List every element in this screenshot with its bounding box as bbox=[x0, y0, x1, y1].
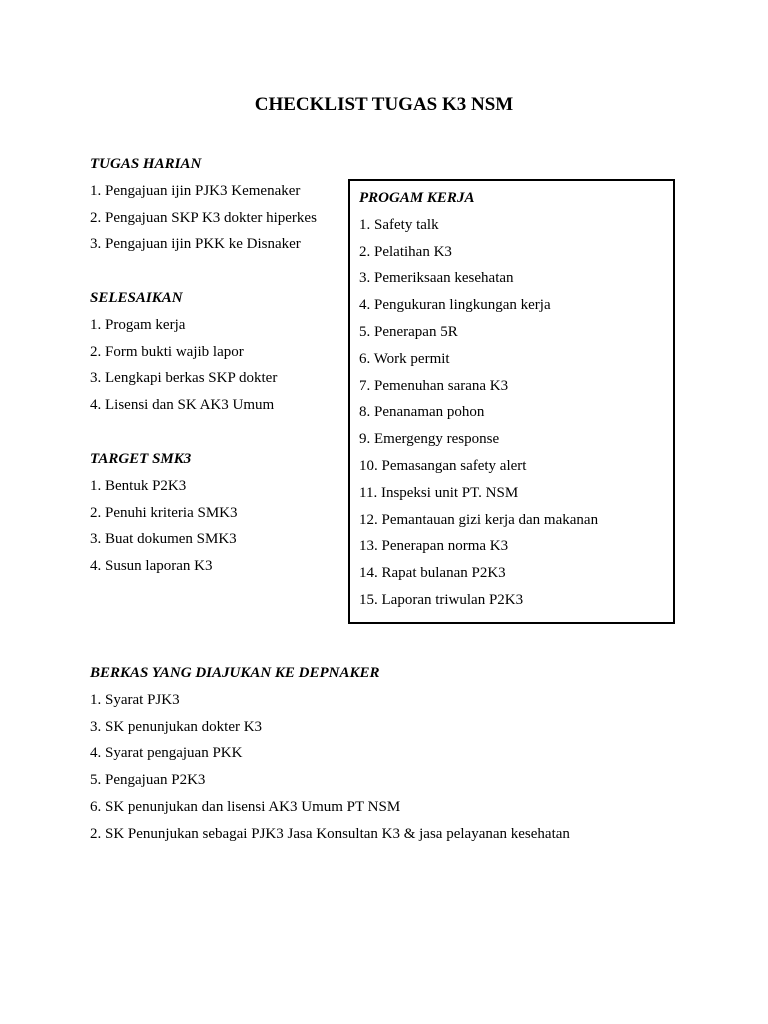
list-item: 1. Bentuk P2K3 bbox=[90, 477, 187, 494]
list-item: 1. Syarat PJK3 bbox=[90, 691, 180, 708]
list-item: 1. Progam kerja bbox=[90, 316, 186, 333]
list-item: 9. Emergengy response bbox=[359, 431, 500, 448]
page-title: CHECKLIST TUGAS K3 NSM bbox=[254, 94, 514, 115]
list-target-smk3 bbox=[90, 473, 340, 580]
list-item: 15. Laporan triwulan P2K3 bbox=[359, 591, 524, 608]
list-item: 3. Pemeriksaan kesehatan bbox=[359, 270, 514, 287]
section-heading-progam-kerja: PROGAM KERJA bbox=[359, 190, 475, 206]
list-item: 1. Pengajuan ijin PJK3 Kemenaker bbox=[90, 182, 301, 199]
section-selesaikan bbox=[90, 285, 340, 419]
list-item: 7. Pemenuhan sarana K3 bbox=[359, 377, 509, 394]
list-progam-kerja bbox=[359, 212, 669, 614]
list-item: 6. SK penunjukan dan lisensi AK3 Umum PT NSM bbox=[90, 798, 401, 815]
list-item: 5. Penerapan 5R bbox=[359, 323, 458, 340]
list-item: 3. Lengkapi berkas SKP dokter bbox=[90, 370, 278, 387]
list-item: 14. Rapat bulanan P2K3 bbox=[359, 565, 506, 582]
list-item: 4. Syarat pengajuan PKK bbox=[90, 745, 243, 762]
list-item: 4. Lisensi dan SK AK3 Umum bbox=[90, 397, 275, 414]
list-tugas-harian bbox=[90, 178, 340, 258]
section-heading-berkas-depnaker: BERKAS YANG DIAJUKAN KE DEPNAKER bbox=[90, 665, 380, 681]
list-item: 2. Pelatihan K3 bbox=[359, 243, 452, 260]
section-progam-kerja bbox=[359, 185, 669, 614]
list-item: 11. Inspeksi unit PT. NSM bbox=[359, 484, 519, 501]
progam-kerja-box bbox=[348, 179, 675, 624]
list-item: 13. Penerapan norma K3 bbox=[359, 538, 509, 555]
list-item: 2. SK Penunjukan sebagai PJK3 Jasa Konsultan K3 & jasa pelayanan kesehatan bbox=[90, 825, 570, 842]
section-heading-tugas-harian: TUGAS HARIAN bbox=[90, 156, 202, 172]
list-item: 2. Pengajuan SKP K3 dokter hiperkes bbox=[90, 209, 317, 226]
list-item: 2. Form bukti wajib lapor bbox=[90, 343, 244, 360]
list-item: 3. Pengajuan ijin PKK ke Disnaker bbox=[90, 236, 301, 253]
section-heading-target-smk3: TARGET SMK3 bbox=[90, 451, 192, 467]
section-berkas-depnaker bbox=[90, 660, 690, 848]
list-item: 4. Pengukuran lingkungan kerja bbox=[359, 297, 551, 314]
list-item: 2. Penuhi kriteria SMK3 bbox=[90, 504, 238, 521]
list-item: 1. Safety talk bbox=[359, 216, 439, 233]
list-item: 3. Buat dokumen SMK3 bbox=[90, 531, 237, 548]
list-item: 8. Penanaman pohon bbox=[359, 404, 485, 421]
list-item: 10. Pemasangan safety alert bbox=[359, 457, 527, 474]
list-selesaikan bbox=[90, 312, 340, 419]
list-item: 5. Pengajuan P2K3 bbox=[90, 772, 206, 789]
section-heading-selesaikan: SELESAIKAN bbox=[90, 290, 183, 306]
section-tugas-harian bbox=[90, 151, 340, 258]
list-item: 6. Work permit bbox=[359, 350, 450, 367]
list-berkas-depnaker bbox=[90, 687, 690, 848]
list-item: 3. SK penunjukan dokter K3 bbox=[90, 718, 263, 735]
list-item: 4. Susun laporan K3 bbox=[90, 558, 213, 575]
section-target-smk3 bbox=[90, 446, 340, 580]
list-item: 12. Pemantauan gizi kerja dan makanan bbox=[359, 511, 599, 528]
